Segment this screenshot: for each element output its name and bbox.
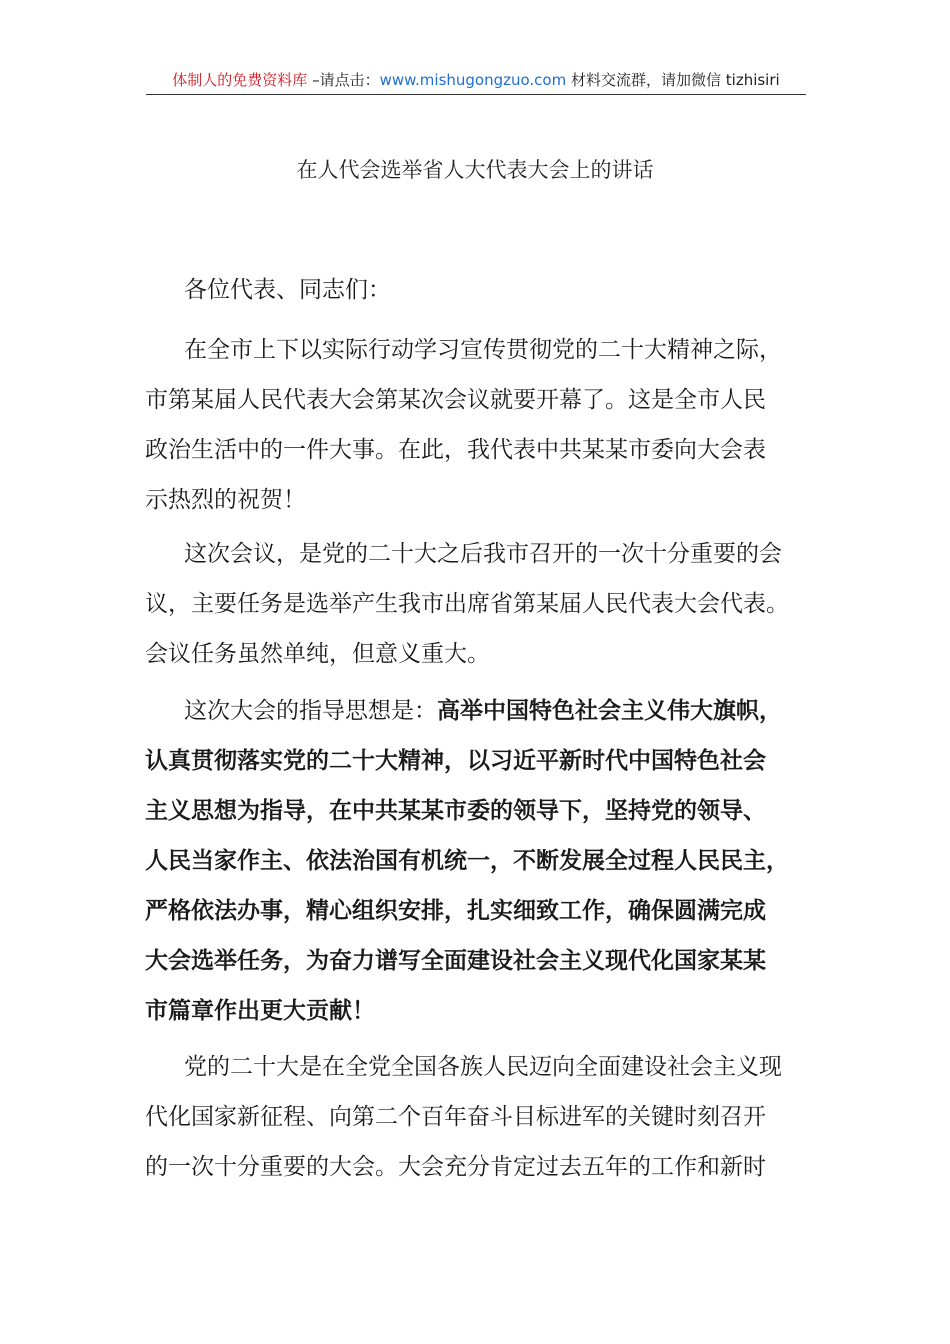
guiding-bold-text: 市篇章作出更大贡献！	[145, 998, 375, 1024]
paragraph-1	[145, 325, 813, 525]
guiding-bold-text: 人民当家作主、依法治国有机统一，不断发展全过程人民民主，	[145, 848, 789, 874]
text-line: 示热烈的祝贺！	[145, 487, 306, 513]
paragraph-3	[145, 686, 813, 1036]
paragraph-2	[145, 529, 813, 679]
text-line: 这次会议，是党的二十大之后我市召开的一次十分重要的会	[184, 541, 782, 567]
text-line	[145, 686, 813, 736]
text-line: 代化国家新征程、向第二个百年奋斗目标进军的关键时刻召开	[145, 1104, 766, 1130]
text-line: 市第某届人民代表大会第某次会议就要开幕了。这是全市人民	[145, 387, 766, 413]
text-line: 政治生活中的一件大事。在此，我代表中共某某市委向大会表	[145, 437, 766, 463]
guiding-bold-text: 严格依法办事，精心组织安排，扎实细致工作，确保圆满完成	[145, 898, 766, 924]
salutation-paragraph	[145, 265, 813, 315]
text-line: 的一次十分重要的大会。大会充分肯定过去五年的工作和新时	[145, 1154, 766, 1180]
guiding-bold-text: 认真贯彻落实党的二十大精神，以习近平新时代中国特色社会	[145, 748, 766, 774]
header-brand: 体制人的免费资料库	[172, 71, 308, 89]
paragraph-4	[145, 1042, 813, 1192]
text-line: 议，主要任务是选举产生我市出席省第某届人民代表大会代表。	[145, 591, 789, 617]
header-contact: 材料交流群，请加微信 tizhisiri	[566, 71, 780, 89]
text-line: 会议任务虽然单纯，但意义重大。	[145, 641, 490, 667]
guiding-bold-text: 主义思想为指导，在中共某某市委的领导下，坚持党的领导、	[145, 798, 766, 824]
guiding-bold-text: 高举中国特色社会主义伟大旗帜，	[437, 698, 782, 724]
text-line: 在全市上下以实际行动学习宣传贯彻党的二十大精神之际，	[184, 337, 782, 363]
text-line: 党的二十大是在全党全国各族人民迈向全面建设社会主义现	[184, 1054, 782, 1080]
header-prompt: –请点击：	[307, 71, 380, 89]
salutation: 各位代表、同志们：	[184, 277, 391, 303]
guiding-intro: 这次大会的指导思想是：	[184, 698, 437, 724]
page-header	[146, 70, 806, 95]
guiding-bold-text: 大会选举任务，为奋力谱写全面建设社会主义现代化国家某某	[145, 948, 766, 974]
header-link[interactable]: www.mishugongzuo.com	[379, 71, 567, 89]
document-title: 在人代会选举省人大代表大会上的讲话	[296, 158, 654, 182]
